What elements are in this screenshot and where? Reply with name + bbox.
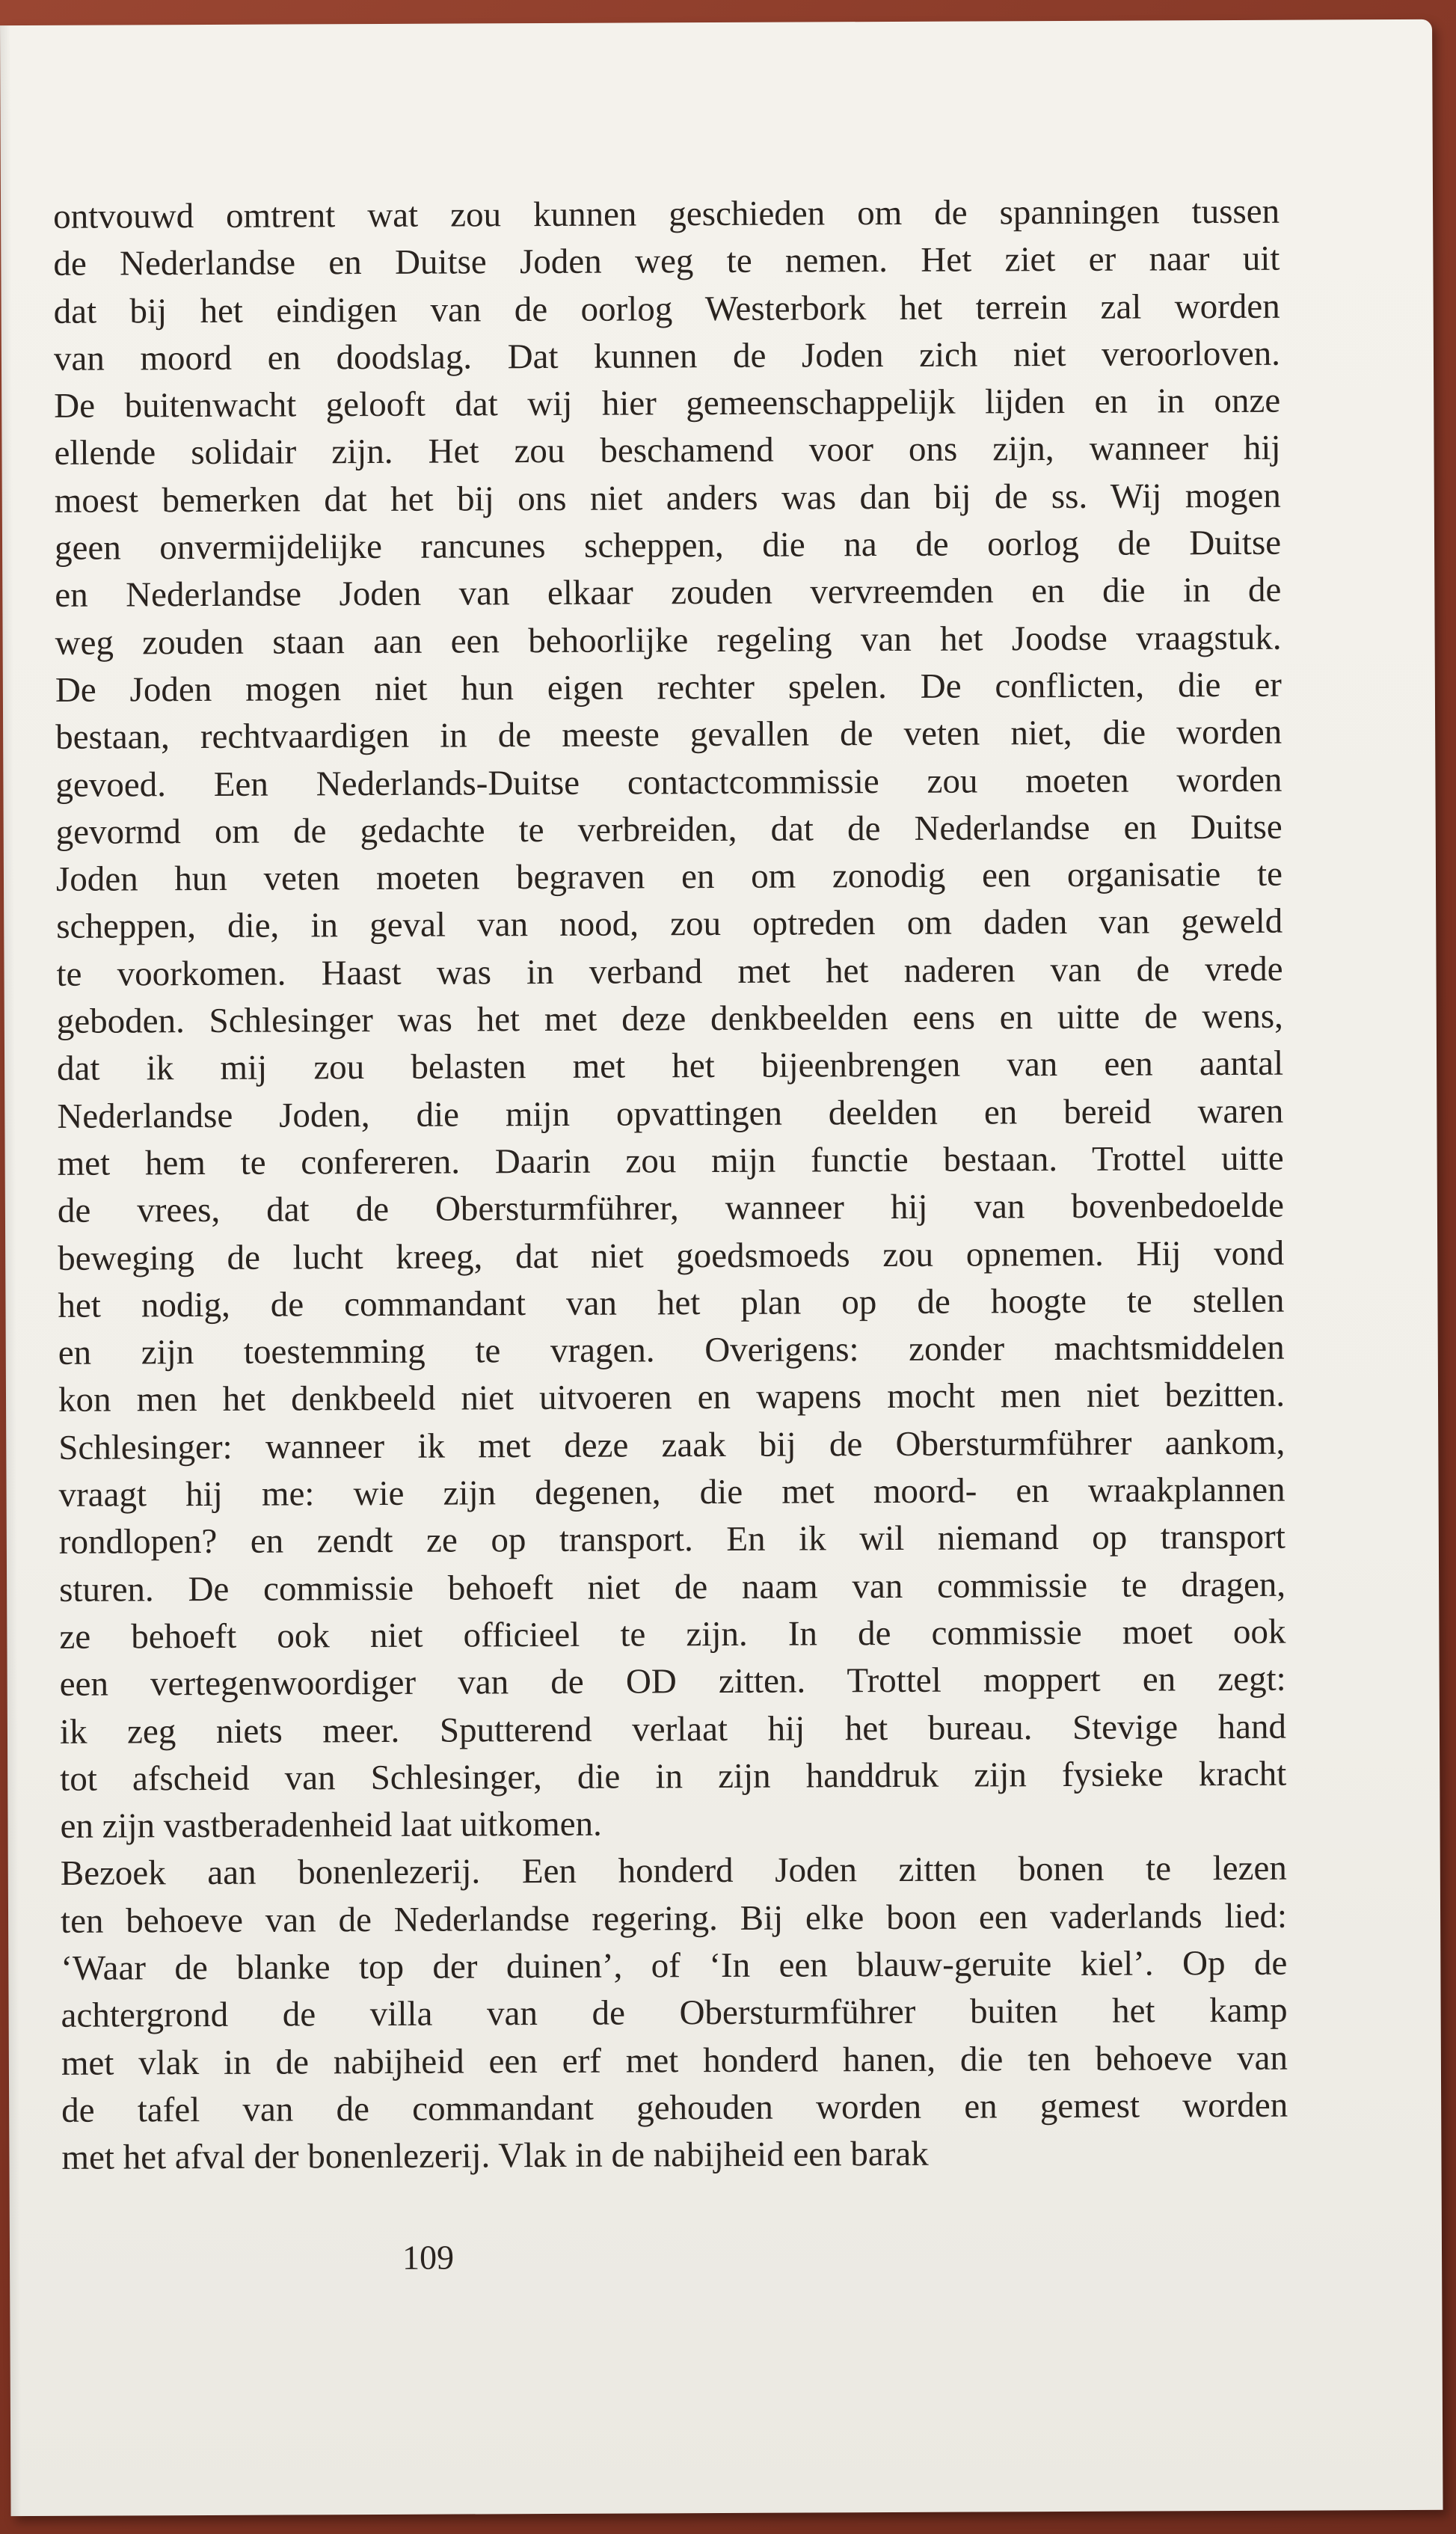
text-line: weg zouden staan aan een behoorlijke regeling van het Joodse vraagstuk. [55,618,1282,663]
text-line: dat ik mij zou belasten met het bijeenbrengen van een aantal [56,1044,1284,1089]
text-line: dat bij het eindigen van de oorlog Westerbork het terrein zal worden [53,286,1280,331]
text-line: beweging de lucht kreeg, dat niet goedsmoeds zou opnemen. Hij vond [58,1233,1285,1278]
body-text [53,188,1288,2182]
text-line: de Nederlandse en Duitse Joden weg te nemen. Het ziet er naar uit [53,239,1280,284]
text-line: De Joden mogen niet hun eigen rechter spelen. De conflicten, die er [55,665,1282,710]
text-line: De buitenwacht gelooft dat wij hier gemeenschappelijk lijden en in onze [54,381,1281,426]
text-line: Nederlandse Joden, die mijn opvattingen deelden en bereid waren [57,1091,1284,1136]
text-line: geen onvermijdelijke rancunes scheppen, die na de oorlog de Duitse [54,523,1282,568]
text-line: Schlesinger: wanneer ik met deze zaak bij de Obersturmführer aankom, [58,1423,1285,1467]
text-line: ellende solidair zijn. Het zou beschamend voor ons zijn, wanneer hij [54,429,1281,473]
text-line: een vertegenwoordiger van de OD zitten. Trottel moppert en zegt: [59,1659,1286,1705]
text-line: ‘Waar de blanke top der duinen’, of ‘In een blauw-geruite kiel’. Op de [61,1943,1288,1988]
text-line: het nodig, de commandant van het plan op de hoogte te stellen [58,1280,1285,1325]
text-line: Bezoek aan bonenlezerij. Een honderd Joden zitten bonen te lezen [60,1849,1287,1894]
text-line: scheppen, die, in geval van nood, zou optreden om daden van geweld [56,902,1283,947]
book-page [0,19,1443,2516]
text-line: met vlak in de nabijheid een erf met honderd hanen, die ten behoeve van [61,2038,1288,2083]
text-line: bestaan, rechtvaardigen in de meeste gevallen de veten niet, die worden [55,712,1283,758]
text-line: achtergrond de villa van de Obersturmführer buiten het kamp [61,1990,1288,2036]
text-line: ontvouwd omtrent wat zou kunnen geschieden om de spanningen tussen [53,191,1280,236]
text-line: te voorkomen. Haast was in verband met het naderen van de vrede [56,949,1283,994]
text-line: met het afval der bonenlezerij. Vlak in de nabijheid een barak [61,2134,929,2178]
text-line: vraagt hij me: wie zijn degenen, die met moord- en wraakplannen [58,1470,1285,1515]
page-number: 109 [402,2238,455,2277]
text-line: sturen. De commissie behoeft niet de naam van commissie te dragen, [59,1565,1286,1610]
text-line: de tafel van de commandant gehouden worden en gemest worden [61,2085,1288,2130]
text-line: rondlopen? en zendt ze op transport. En ik wil niemand op transport [58,1518,1285,1562]
text-line: moest bemerken dat het bij ons niet anders was dan bij de ss. Wij mogen [54,476,1281,521]
text-line: en zijn toestemming te vragen. Overigens: zonder machtsmiddelen [58,1328,1285,1372]
text-line: met hem te confereren. Daarin zou mijn functie bestaan. Trottel uitte [57,1138,1284,1183]
text-line: de vrees, dat de Obersturmführer, wanneer hij van bovenbedoelde [57,1185,1285,1231]
text-line: gevoed. Een Nederlands-Duitse contactcommissie zou moeten worden [55,760,1283,805]
text-line: ten behoeve van de Nederlandse regering. Bij elke boon een vaderlands lied: [60,1896,1288,1941]
text-line: van moord en doodslag. Dat kunnen de Joden zich niet veroorloven. [53,334,1281,378]
text-line: ik zeg niets meer. Sputterend verlaat hij het bureau. Stevige hand [59,1707,1287,1752]
text-line: ze behoeft ook niet officieel te zijn. In de commissie moet ook [59,1612,1286,1657]
text-line: Joden hun veten moeten begraven en om zonodig een organisatie te [55,854,1283,900]
text-line: tot afscheid van Schlesinger, die in zijn handdruk zijn fysieke kracht [60,1754,1287,1799]
text-line: en Nederlandse Joden van elkaar zouden vervreemden en die in de [55,571,1282,616]
text-line: en zijn vastberadenheid laat uitkomen. [60,1804,602,1846]
text-line: gevormd om de gedachte te verbreiden, dat de Nederlandse en Duitse [55,807,1283,852]
text-line: kon men het denkbeeld niet uitvoeren en wapens mocht men niet bezitten. [58,1375,1285,1420]
text-line: geboden. Schlesinger was het met deze denkbeelden eens en uitte de wens, [56,996,1283,1041]
